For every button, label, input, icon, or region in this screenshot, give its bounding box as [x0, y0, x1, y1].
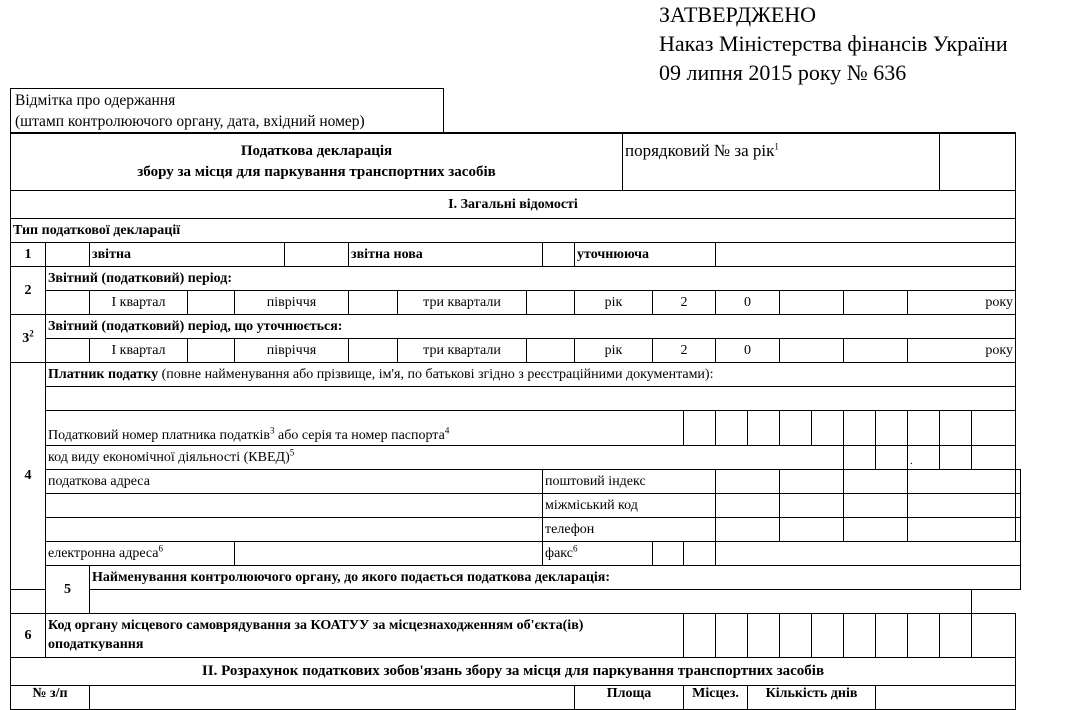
- section-1-title: I. Загальні відомості: [11, 190, 1016, 218]
- intercity-code-label: міжміський код: [543, 493, 716, 517]
- approval-block: [659, 0, 1008, 87]
- koatuu-cell-7[interactable]: [876, 613, 908, 657]
- checkbox-corr-half-year[interactable]: [188, 338, 235, 362]
- footnote-5: 5: [289, 446, 295, 457]
- koatuu-cell-10[interactable]: [972, 613, 1016, 657]
- checkbox-report[interactable]: [46, 242, 90, 266]
- approval-title: ЗАТВЕРДЖЕНО: [659, 2, 817, 27]
- koatuu-label-line2: оподаткування: [48, 637, 144, 652]
- kved-cell-1[interactable]: [844, 445, 876, 469]
- fax-label: факс$^6$: [543, 541, 653, 565]
- calc-col-blank: [90, 685, 575, 709]
- declaration-title: [11, 133, 623, 190]
- phone-cell-5[interactable]: [1016, 517, 1021, 541]
- year-digit-2: 0: [716, 290, 780, 314]
- postcode-cell-2[interactable]: [780, 469, 844, 493]
- footnote-4: 4: [444, 424, 450, 435]
- phone-cell-2[interactable]: [780, 517, 844, 541]
- label-year: рік: [575, 290, 653, 314]
- email-field[interactable]: [235, 541, 543, 565]
- tax-id-cell-5[interactable]: [812, 410, 844, 445]
- approval-order: Наказ Міністерства фінансів України: [659, 31, 1008, 56]
- row-number-5: 5: [46, 565, 90, 613]
- corr-year-digit-1: 2: [653, 338, 716, 362]
- label-report: звітна: [90, 242, 285, 266]
- phone-cell-4[interactable]: [908, 517, 1016, 541]
- approval-date: 09 липня 2015 року № 636: [659, 60, 907, 85]
- email-label: електронна адреса$^6$: [46, 541, 235, 565]
- koatuu-label: [46, 613, 684, 657]
- koatuu-cell-2[interactable]: [716, 613, 748, 657]
- tax-id-cell-6[interactable]: [844, 410, 876, 445]
- koatuu-cell-6[interactable]: [844, 613, 876, 657]
- fax-cell-2[interactable]: [684, 541, 716, 565]
- intercity-cell-4[interactable]: [908, 493, 1016, 517]
- serial-number-field[interactable]: [940, 133, 1016, 190]
- label-corr-year-suffix: року: [908, 338, 1016, 362]
- address-field-1[interactable]: [46, 493, 543, 517]
- koatuu-cell-5[interactable]: [812, 613, 844, 657]
- checkbox-year[interactable]: [527, 290, 575, 314]
- intercity-cell-2[interactable]: [780, 493, 844, 517]
- label-corr-half-year: півріччя: [235, 338, 349, 362]
- fax-field[interactable]: [716, 541, 1021, 565]
- calc-col-days: Кількість днів: [748, 685, 876, 709]
- checkbox-clarifying[interactable]: [543, 242, 575, 266]
- postcode-cell-1[interactable]: [716, 469, 780, 493]
- checkbox-half-year[interactable]: [188, 290, 235, 314]
- row-number-1: 1: [11, 242, 46, 266]
- phone-cell-3[interactable]: [844, 517, 908, 541]
- kved-cell-2[interactable]: [876, 445, 908, 469]
- form-table: [10, 132, 1021, 710]
- intercity-cell-1[interactable]: [716, 493, 780, 517]
- section-2-title: II. Розрахунок податкових зобов'язань збору за місця для паркування транспортних засобів: [11, 657, 1016, 685]
- receipt-stamp-box: [10, 88, 444, 132]
- footnote-1: 1: [774, 141, 779, 152]
- label-clarifying: уточнююча: [575, 242, 716, 266]
- year-digit-1: 2: [653, 290, 716, 314]
- address-label: податкова адреса: [46, 469, 543, 493]
- kved-cell-5[interactable]: [972, 445, 1016, 469]
- row-number-3: $3^2$: [11, 314, 46, 362]
- postcode-label: поштовий індекс: [543, 469, 716, 493]
- row-number-4: 4: [11, 362, 46, 589]
- reporting-period-title: Звітний (податковий) період:: [46, 266, 1016, 290]
- tax-id-cell-1[interactable]: [684, 410, 716, 445]
- tax-id-cell-8[interactable]: [908, 410, 940, 445]
- corrected-period-title: Звітний (податковий) період, що уточнюється:: [46, 314, 1016, 338]
- calc-col-number: № з/п: [11, 685, 90, 709]
- phone-cell-1[interactable]: [716, 517, 780, 541]
- footnote-6b: 6: [572, 542, 578, 553]
- checkbox-corr-year[interactable]: [527, 338, 575, 362]
- kved-cell-4[interactable]: [940, 445, 972, 469]
- authority-title: Найменування контролюючого органу, до якого подається податкова декларація:: [90, 565, 1021, 589]
- koatuu-cell-1[interactable]: [684, 613, 716, 657]
- label-q1: I квартал: [90, 290, 188, 314]
- koatuu-cell-8[interactable]: [908, 613, 940, 657]
- checkbox-three-quarters[interactable]: [349, 290, 398, 314]
- declaration-type-title: Тип податкової декларації: [11, 218, 1016, 242]
- year-digit-3[interactable]: [780, 290, 844, 314]
- declaration-form: [10, 132, 1021, 710]
- kved-cell-3[interactable]: .: [908, 445, 940, 469]
- label-half-year: півріччя: [235, 290, 349, 314]
- stamp-label: Відмітка про одержання: [15, 92, 176, 109]
- postcode-cell-3[interactable]: [844, 469, 908, 493]
- authority-field[interactable]: [11, 589, 972, 613]
- row-number-2: 2: [11, 266, 46, 314]
- label-corr-year: рік: [575, 338, 653, 362]
- corr-year-digit-3[interactable]: [780, 338, 844, 362]
- payer-name-field[interactable]: [46, 386, 1016, 410]
- checkbox-report-new[interactable]: [285, 242, 349, 266]
- koatuu-cell-4[interactable]: [780, 613, 812, 657]
- phone-label: телефон: [543, 517, 716, 541]
- intercity-cell-5[interactable]: [1016, 493, 1021, 517]
- tax-id-label: Податковий номер платника податків$^3$ або серія та номер паспорта$^4$: [46, 410, 684, 445]
- calc-col-extra: [876, 685, 1016, 709]
- footnote-6: 6: [158, 542, 164, 553]
- calc-col-location: Місцез.: [684, 685, 748, 709]
- footnote-3: 3: [270, 424, 275, 435]
- row-number-6: 6: [11, 613, 46, 657]
- footnote-2: 2: [29, 327, 34, 338]
- calc-col-area: Площа: [575, 685, 684, 709]
- tax-id-cell-2[interactable]: [716, 410, 748, 445]
- tax-id-cell-9[interactable]: [940, 410, 972, 445]
- fax-cell-1[interactable]: [653, 541, 684, 565]
- label-report-new: звітна нова: [349, 242, 543, 266]
- intercity-cell-3[interactable]: [844, 493, 908, 517]
- label-corr-q1: I квартал: [90, 338, 188, 362]
- serial-number-label: порядковий № за рік$^1$: [623, 133, 940, 190]
- tax-id-cell-3[interactable]: [748, 410, 780, 445]
- address-field-2[interactable]: [46, 517, 543, 541]
- corr-year-digit-4[interactable]: [844, 338, 908, 362]
- postcode-cell-5[interactable]: [1016, 469, 1021, 493]
- label-corr-three-quarters: три квартали: [398, 338, 527, 362]
- year-digit-4[interactable]: [844, 290, 908, 314]
- payer-title: Платник податку (повне найменування або прізвище, ім'я, по батькові згідно з реєстраційними документами):: [46, 362, 1016, 386]
- tax-id-cell-4[interactable]: [780, 410, 812, 445]
- postcode-cell-4[interactable]: [908, 469, 1016, 493]
- koatuu-label-line1: Код органу місцевого самоврядування за КОАТУУ за місцезнаходженням об'єкта(ів): [48, 618, 584, 633]
- stamp-hint: (штамп контролюючого органу, дата, вхідний номер): [15, 113, 365, 130]
- corr-year-digit-2: 0: [716, 338, 780, 362]
- checkbox-corr-three-quarters[interactable]: [349, 338, 398, 362]
- kved-label: код виду економічної діяльності (КВЕД)$^5$: [46, 445, 844, 469]
- koatuu-cell-9[interactable]: [940, 613, 972, 657]
- declaration-title-line2: збору за місця для паркування транспортних засобів: [137, 163, 496, 180]
- tax-id-cell-10[interactable]: [972, 410, 1016, 445]
- declaration-title-line1: Податкова декларація: [240, 142, 393, 159]
- decl-type-filler: [716, 242, 1016, 266]
- label-three-quarters: три квартали: [398, 290, 527, 314]
- label-year-suffix: року: [908, 290, 1016, 314]
- tax-id-cell-7[interactable]: [876, 410, 908, 445]
- checkbox-corr-q1[interactable]: [46, 338, 90, 362]
- checkbox-q1[interactable]: [46, 290, 90, 314]
- koatuu-cell-3[interactable]: [748, 613, 780, 657]
